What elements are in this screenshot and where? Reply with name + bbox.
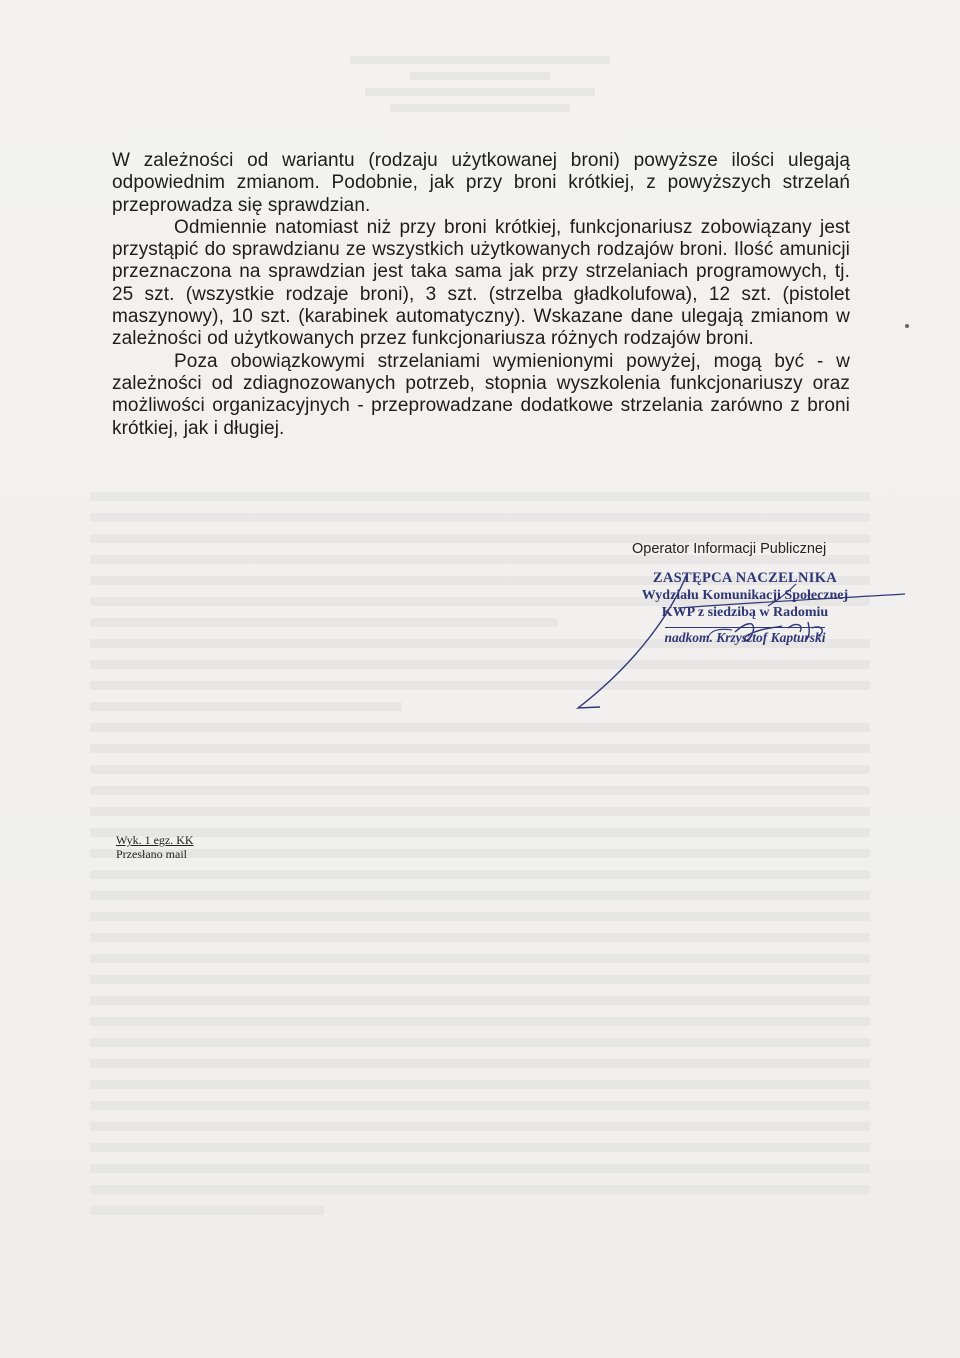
document-body [112, 150, 850, 440]
stamp-name: nadkom. Krzysztof Kapturski [665, 627, 826, 646]
stamp-unit: KWP z siedzibą w Radomiu [661, 605, 829, 620]
operator-label: Operator Informacji Publicznej [632, 541, 827, 557]
bleed-through-letterhead [330, 48, 630, 120]
footer-note [116, 833, 194, 861]
scan-speck [905, 324, 909, 328]
stamp-department: Wydziału Komunikacji Społecznej [641, 588, 849, 603]
paragraph-1: W zależności od wariantu (rodzaju użytkowanej broni) powyższe ilości ulegają odpowiednim zmianom. Podobnie, jak przy broni krótkiej, z powyższych strzelań przeprowadza się sprawdzian. [112, 150, 850, 216]
sent-note: Przesłano mail [116, 847, 187, 861]
handwritten-signature [560, 570, 920, 720]
stamp-title: ZASTĘPCA NACZELNIKA [652, 570, 838, 586]
copies-note: Wyk. 1 egz. KK [116, 833, 194, 847]
paragraph-3: Poza obowiązkowymi strzelaniami wymienionymi powyżej, mogą być - w zależności od zdiagnozowanych potrzeb, stopnia wyszkolenia funkcjonariuszy oraz możliwości organizacyjnych - przeprowadzane dodatkowe strzelania zarówno z broni krótkiej, jak i długiej. [112, 350, 850, 439]
paragraph-2: Odmiennie natomiast niż przy broni krótkiej, funkcjonariusz zobowiązany jest przystąpić do sprawdzianu ze wszystkich użytkowanych rodzajów broni. Ilość amunicji przeznaczona na sprawdzian jest taka sama jak przy strzelaniach programowych, tj. 25 szt. (wszystkie rodzaje broni), 3 szt. (strzelba gładkolufowa), 12 szt. (pistolet maszynowy), 10 szt. (karabinek automatyczny). Wskazane dane ulegają zmianom w zależności od użytkowanych przez funkcjonariusza różnych rodzajów broni. [112, 216, 850, 350]
